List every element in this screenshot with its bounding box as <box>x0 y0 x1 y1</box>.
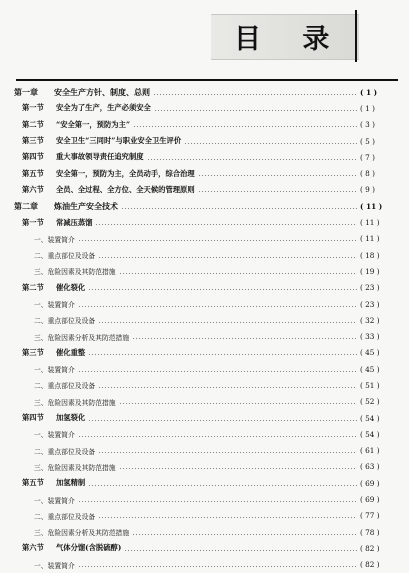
toc-entry-title: 一、装置简介 <box>34 431 75 440</box>
toc-entry-label: 第六节 <box>22 543 44 553</box>
toc-entry-label: 第五节 <box>22 168 44 178</box>
toc-entry-title: 安全第一，预防为主，全员动手，综合治理 <box>56 168 195 178</box>
dot-leader <box>78 501 357 502</box>
toc-entry-title: 二、重点部位及设备 <box>34 512 96 521</box>
toc-entry-title: 加氢裂化 <box>56 413 86 423</box>
toc-entry-page: ( 32 ) <box>360 315 380 325</box>
toc-entry-item <box>14 508 398 524</box>
toc-entry-page: ( 1 ) <box>360 103 375 113</box>
toc-entry-title: 一、装置简介 <box>34 561 75 570</box>
dot-leader <box>184 143 357 144</box>
dot-leader <box>98 517 357 518</box>
toc-entry-item <box>14 443 398 459</box>
toc-entry-page: ( 23 ) <box>360 299 380 309</box>
toc-entry-page: ( 63 ) <box>360 462 380 472</box>
toc-entry-label: 第二章 <box>14 200 38 211</box>
toc-entry-title: 二、重点部位及设备 <box>34 382 96 391</box>
dot-leader <box>78 371 357 372</box>
toc-entry-title: 三、危险因素及其防范措施 <box>34 398 116 407</box>
toc-entry-page: ( 78 ) <box>360 527 380 537</box>
title-vertical-rule <box>355 10 357 62</box>
dot-leader <box>132 534 357 535</box>
title-separator <box>16 79 398 81</box>
toc-entry-title: 三、危险因素及其防范措施 <box>34 463 116 472</box>
toc-entry-title: 安全生产方针、制度、总则 <box>54 86 150 97</box>
dot-leader <box>153 94 357 95</box>
toc-entry-title: 一、装置简介 <box>34 301 75 309</box>
dot-leader <box>119 273 357 274</box>
toc-entry-title: 三、危险因素分析及其防范措施 <box>34 333 130 342</box>
toc-entry-item <box>14 491 398 507</box>
toc-entry-title: 三、危险因素分析及其防范措施 <box>34 529 130 538</box>
toc-entry-page: ( 18 ) <box>360 250 380 260</box>
toc-entry-item <box>14 459 398 475</box>
toc-entry-title: 二、重点部位及设备 <box>34 317 96 326</box>
toc-entry-page: ( 77 ) <box>360 511 380 521</box>
toc-entry-title: 安全为了生产，生产必须安全 <box>56 103 151 113</box>
toc-entry-title: 全员、全过程、全方位、全天候的管理原则 <box>56 184 195 194</box>
toc-entry-title: “安全第一，预防为主” <box>56 119 131 129</box>
toc-entry-title: 催化重整 <box>56 347 86 357</box>
dot-leader <box>147 159 357 160</box>
table-of-contents <box>14 84 398 573</box>
toc-entry-page: ( 9 ) <box>360 185 375 195</box>
toc-entry-title: 气体分馏(含脱硫醇) <box>56 543 122 553</box>
toc-entry-section <box>14 165 398 181</box>
toc-entry-page: ( 19 ) <box>360 266 380 276</box>
dot-leader <box>78 436 357 437</box>
toc-entry-page: ( 7 ) <box>360 152 375 162</box>
toc-entry-title: 二、重点部位及设备 <box>34 252 96 261</box>
dot-leader <box>124 550 357 551</box>
toc-entry-page: ( 45 ) <box>360 364 380 374</box>
dot-leader <box>198 191 357 192</box>
dot-leader <box>133 126 357 127</box>
toc-entry-section <box>14 214 398 230</box>
toc-entry-page: ( 5 ) <box>360 136 375 146</box>
toc-entry-item <box>14 394 398 410</box>
dot-leader <box>88 485 357 486</box>
toc-entry-item <box>14 231 398 247</box>
toc-entry-title: 加氢精制 <box>56 478 86 488</box>
toc-entry-title: 安全卫生“三同时”与职业安全卫生评价 <box>56 136 182 146</box>
dot-leader <box>198 175 357 176</box>
toc-entry-page: ( 61 ) <box>360 446 380 456</box>
toc-entry-title: 三、危险因素及其防范措施 <box>34 268 116 277</box>
dot-leader <box>132 338 357 339</box>
toc-entry-label: 第四节 <box>22 152 44 162</box>
toc-entry-label: 第二节 <box>22 282 44 292</box>
toc-entry-section <box>14 410 398 426</box>
toc-entry-label: 第二节 <box>22 119 44 129</box>
toc-entry-page: ( 69 ) <box>360 478 380 488</box>
toc-entry-item <box>14 557 398 573</box>
dot-leader <box>88 289 357 290</box>
toc-entry-section <box>14 133 398 149</box>
toc-entry-page: ( 54 ) <box>360 413 380 423</box>
toc-entry-item <box>14 426 398 442</box>
toc-entry-page: ( 54 ) <box>360 429 380 439</box>
toc-entry-section <box>14 100 398 116</box>
toc-entry-item <box>14 296 398 312</box>
dot-leader <box>119 468 357 469</box>
toc-entry-label: 第五节 <box>22 478 44 488</box>
toc-entry-page: ( 11 ) <box>360 234 380 244</box>
toc-entry-item <box>14 377 398 393</box>
dot-leader <box>119 403 357 404</box>
toc-entry-title: 一、装置简介 <box>34 235 75 244</box>
toc-entry-title: 重大事故领导责任追究制度 <box>56 152 144 162</box>
toc-entry-chapter <box>14 84 398 100</box>
toc-entry-page: ( 69 ) <box>360 495 380 505</box>
toc-entry-page: ( 23 ) <box>360 283 380 293</box>
toc-entry-section <box>14 149 398 165</box>
dot-leader <box>98 257 357 258</box>
toc-entry-section <box>14 475 398 491</box>
toc-entry-section <box>14 540 398 556</box>
dot-leader <box>98 452 357 453</box>
toc-entry-item <box>14 247 398 263</box>
dot-leader <box>98 322 357 323</box>
toc-entry-chapter <box>14 198 398 214</box>
toc-entry-title: 二、重点部位及设备 <box>34 447 96 456</box>
toc-entry-page: ( 1 ) <box>360 87 378 97</box>
toc-entry-section <box>14 117 398 133</box>
toc-entry-label: 第一节 <box>22 103 44 113</box>
toc-entry-section <box>14 182 398 198</box>
toc-entry-item <box>14 361 398 377</box>
toc-entry-label: 第一章 <box>14 86 38 97</box>
toc-entry-label: 第六节 <box>22 184 44 194</box>
toc-entry-title: 一、装置简介 <box>34 496 75 505</box>
dot-leader <box>78 566 357 567</box>
toc-entry-section <box>14 345 398 361</box>
toc-entry-item <box>14 524 398 540</box>
toc-entry-label: 第三节 <box>22 347 44 357</box>
toc-entry-title: 炼油生产安全技术 <box>54 200 118 211</box>
toc-entry-page: ( 8 ) <box>360 169 375 179</box>
toc-entry-page: ( 11 ) <box>360 218 380 228</box>
dot-leader <box>78 240 357 241</box>
toc-entry-title: 常减压蒸馏 <box>56 217 93 227</box>
dot-leader <box>95 224 357 225</box>
page-title: 目 录 <box>234 24 346 55</box>
dot-leader <box>98 387 357 388</box>
toc-entry-page: ( 82 ) <box>360 560 380 570</box>
toc-entry-page: ( 82 ) <box>360 543 380 553</box>
dot-leader <box>88 354 357 355</box>
toc-entry-title: 一、装置简介 <box>34 366 75 375</box>
toc-entry-page: ( 51 ) <box>360 380 380 390</box>
toc-entry-label: 第四节 <box>22 413 44 423</box>
toc-entry-label: 第一节 <box>22 217 44 227</box>
dot-leader <box>121 208 357 209</box>
toc-entry-page: ( 45 ) <box>360 348 380 358</box>
toc-entry-page: ( 3 ) <box>360 120 375 130</box>
toc-entry-item <box>14 312 398 328</box>
toc-entry-item <box>14 328 398 344</box>
toc-entry-title: 催化裂化 <box>56 282 86 292</box>
dot-leader <box>78 306 357 307</box>
dot-leader <box>154 110 357 111</box>
toc-entry-page: ( 33 ) <box>360 332 380 342</box>
toc-entry-label: 第三节 <box>22 136 44 146</box>
toc-entry-section <box>14 280 398 296</box>
toc-entry-item <box>14 263 398 279</box>
toc-entry-page: ( 11 ) <box>360 201 383 211</box>
dot-leader <box>88 420 357 421</box>
toc-entry-page: ( 52 ) <box>360 397 380 407</box>
